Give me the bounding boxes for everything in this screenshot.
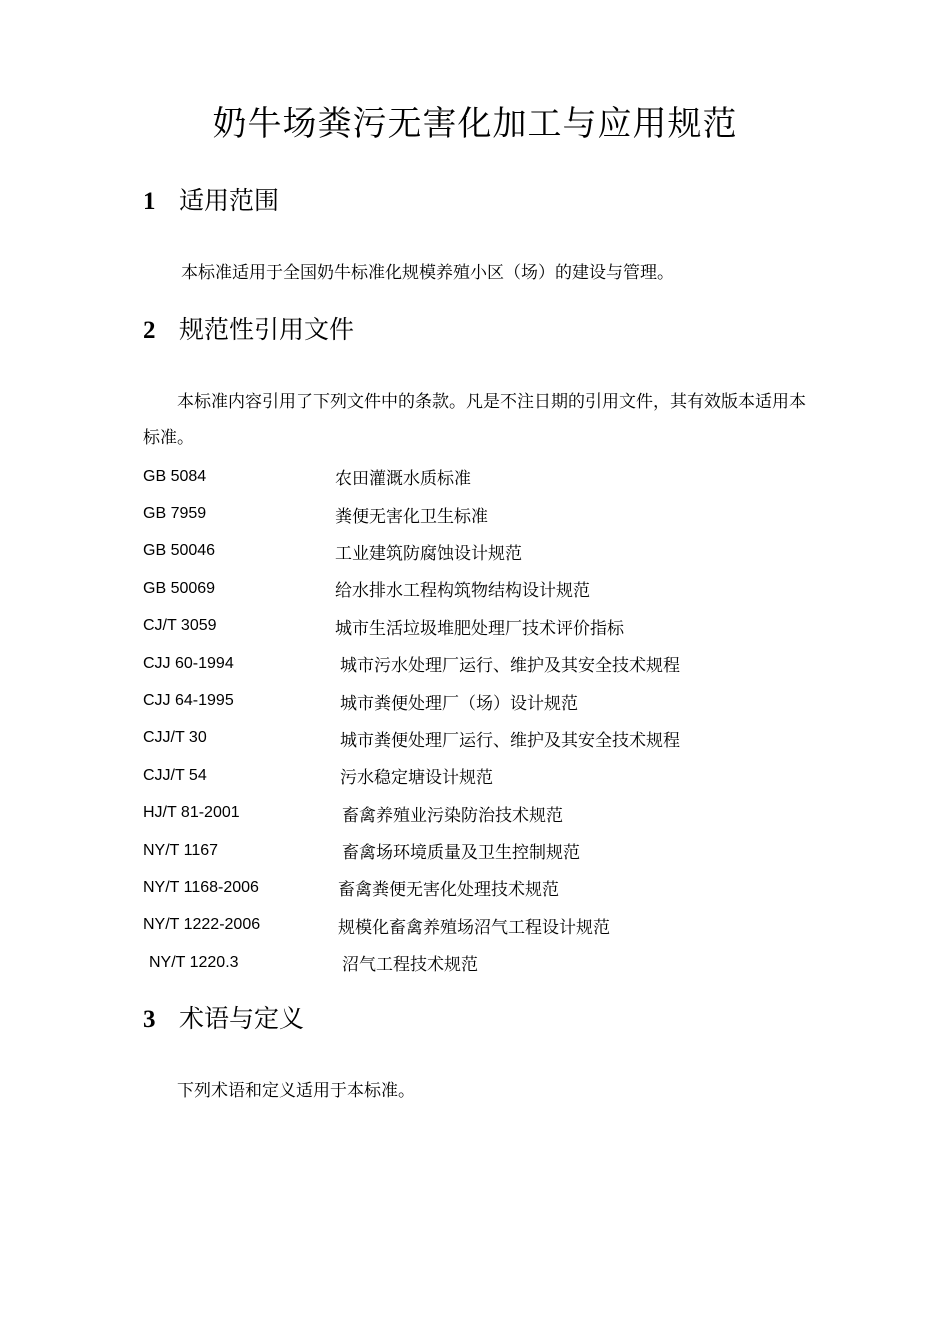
reference-row bbox=[143, 645, 823, 682]
reference-name: 给水排水工程构筑物结构设计规范 bbox=[335, 581, 590, 602]
reference-name: 规模化畜禽养殖场沼气工程设计规范 bbox=[338, 917, 610, 938]
reference-code: CJJ 60-1994 bbox=[143, 654, 234, 672]
reference-code: CJJ/T 30 bbox=[143, 729, 207, 747]
reference-row bbox=[143, 757, 823, 794]
section-title: 适用范围 bbox=[178, 186, 279, 215]
reference-name: 沼气工程技术规范 bbox=[342, 955, 478, 976]
reference-name: 城市粪便处理厂运行、维护及其安全技术规程 bbox=[340, 730, 680, 751]
reference-name: 污水稳定塘设计规范 bbox=[340, 768, 493, 789]
section-title: 规范性引用文件 bbox=[178, 315, 354, 344]
reference-row bbox=[143, 533, 823, 570]
reference-row bbox=[143, 608, 823, 645]
reference-code: CJJ 64-1995 bbox=[143, 692, 234, 710]
section-heading-scope bbox=[143, 183, 279, 220]
reference-row bbox=[143, 832, 823, 869]
references-intro-text: 本标准内容引用了下列文件中的条款。凡是不注日期的引用文件，其有效版本适用本标准。 bbox=[143, 392, 806, 448]
reference-row bbox=[143, 720, 823, 757]
reference-code: GB 5084 bbox=[143, 467, 207, 485]
reference-name: 畜禽养殖业污染防治技术规范 bbox=[342, 805, 563, 826]
reference-code: NY/T 1168-2006 bbox=[143, 878, 259, 896]
reference-code: GB 50046 bbox=[143, 542, 216, 560]
reference-code: CJ/T 3059 bbox=[143, 617, 217, 635]
reference-row bbox=[143, 682, 823, 719]
reference-row bbox=[143, 570, 823, 607]
reference-code: CJJ/T 54 bbox=[143, 766, 207, 784]
reference-row bbox=[143, 795, 823, 832]
reference-code: GB 7959 bbox=[143, 505, 207, 523]
reference-code: NY/T 1220.3 bbox=[149, 953, 239, 971]
section-number: 2 bbox=[143, 317, 156, 344]
section-number: 3 bbox=[143, 1006, 156, 1033]
reference-name: 畜禽粪便无害化处理技术规范 bbox=[338, 880, 559, 901]
scope-paragraph bbox=[181, 255, 851, 291]
reference-name: 城市粪便处理厂（场）设计规范 bbox=[340, 693, 578, 714]
reference-row bbox=[143, 495, 823, 532]
reference-name: 农田灌溉水质标准 bbox=[335, 469, 471, 490]
reference-row bbox=[143, 458, 823, 495]
reference-code: NY/T 1222-2006 bbox=[143, 916, 261, 934]
reference-name: 城市生活垃圾堆肥处理厂技术评价指标 bbox=[335, 618, 624, 639]
terms-intro-text: 下列术语和定义适用于本标准。 bbox=[177, 1081, 415, 1101]
section-heading-references bbox=[143, 312, 354, 349]
reference-row bbox=[143, 907, 823, 944]
reference-code: HJ/T 81-2001 bbox=[143, 804, 240, 822]
section-number: 1 bbox=[143, 188, 156, 215]
section-title: 术语与定义 bbox=[178, 1004, 304, 1033]
reference-name: 粪便无害化卫生标准 bbox=[335, 506, 488, 527]
reference-code: GB 50069 bbox=[143, 579, 216, 597]
reference-code: NY/T 1167 bbox=[143, 841, 219, 859]
reference-name: 畜禽场环境质量及卫生控制规范 bbox=[342, 843, 580, 864]
terms-intro-paragraph bbox=[143, 1073, 813, 1109]
scope-text: 本标准适用于全国奶牛标准化规模养殖小区（场）的建设与管理。 bbox=[181, 263, 674, 283]
section-heading-terms bbox=[143, 1001, 304, 1038]
references-list bbox=[143, 458, 823, 981]
reference-row bbox=[143, 869, 823, 906]
reference-name: 工业建筑防腐蚀设计规范 bbox=[335, 543, 522, 564]
reference-name: 城市污水处理厂运行、维护及其安全技术规程 bbox=[340, 656, 680, 677]
references-intro-paragraph bbox=[143, 384, 813, 456]
reference-row bbox=[143, 944, 823, 981]
document-title: 奶牛场粪污无害化加工与应用规范 bbox=[212, 104, 738, 144]
